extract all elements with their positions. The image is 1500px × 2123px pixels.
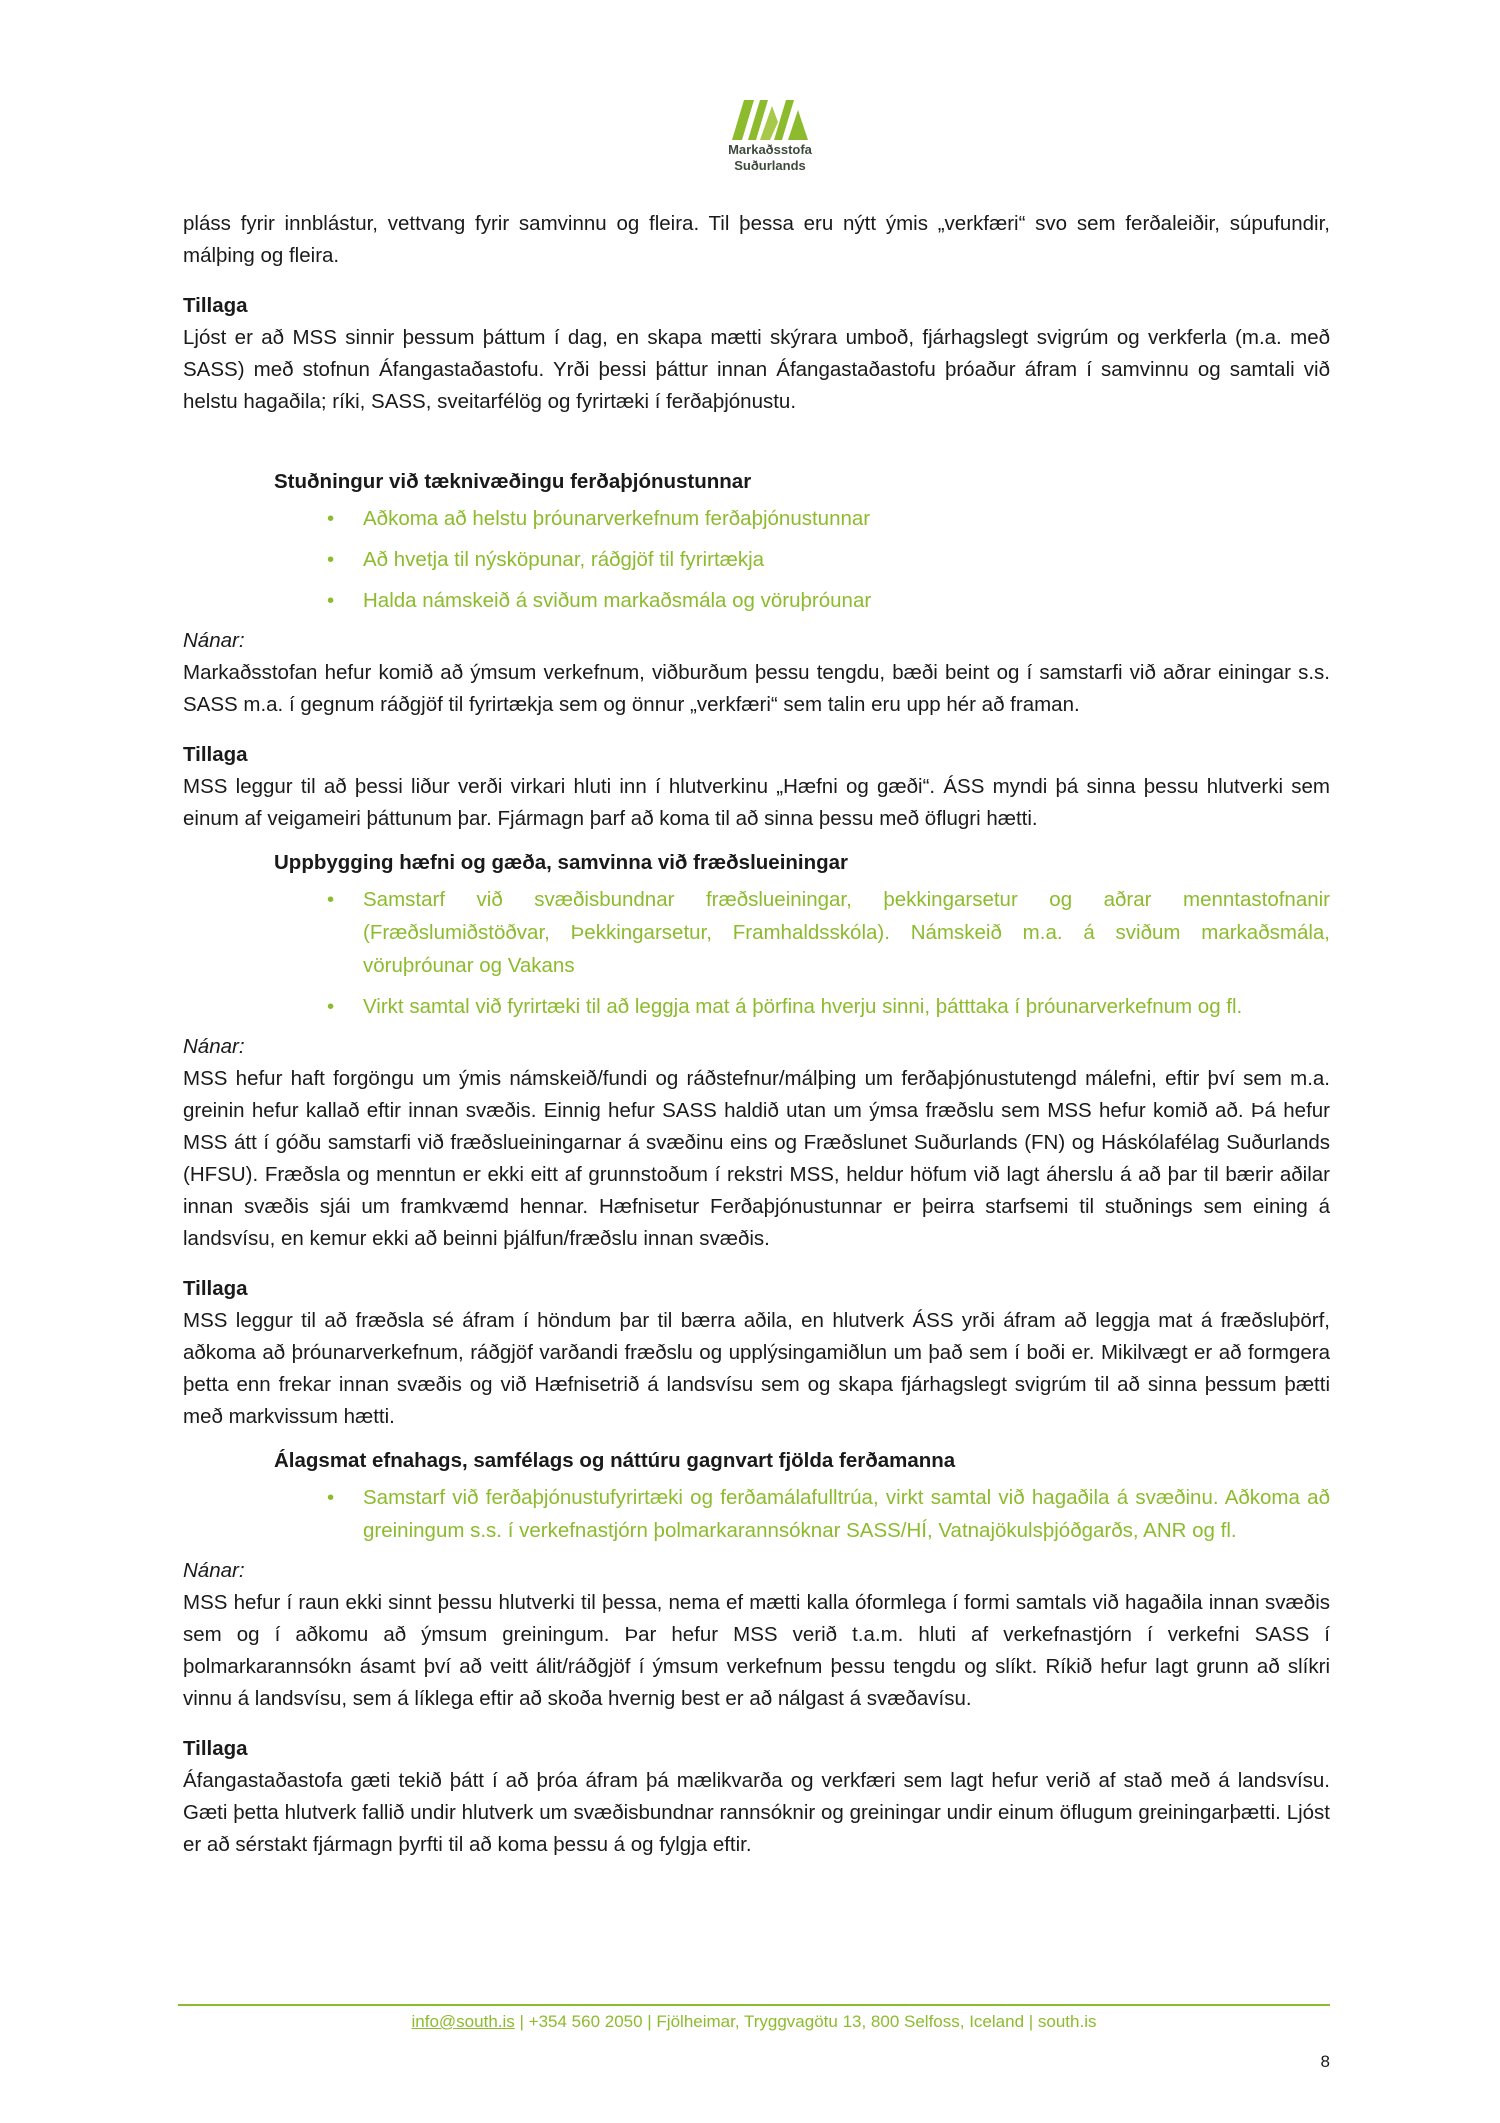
bullet-item: • Samstarf við svæðisbundnar fræðslueiningar, þekkingarsetur og aðrar menntastofnanir (Fræðslumiðstöðvar, Þekkingarsetur, Framhaldsskóla). Námskeið m.a. á sviðum markaðsmála, vöruþróunar og Vakans [363, 883, 1330, 982]
document-body [183, 208, 1330, 1861]
tillaga-heading: Tillaga [183, 1277, 248, 1300]
logo [700, 96, 840, 174]
nanar-label: Nánar: [183, 1035, 245, 1058]
section-title-tech: Stuðningur við tæknivæðingu ferðaþjónustunnar [274, 470, 752, 493]
footer [178, 2012, 1330, 2032]
markadsstofa-logo-icon [730, 96, 810, 142]
footer-email-link[interactable]: info@south.is [411, 2012, 515, 2031]
tillaga-body: Áfangastaðastofa gæti tekið þátt í að þróa áfram þá mælikvarða og verkfæri sem lagt hefur verið af stað með á landsvísu. Gæti þetta hlutverk fallið undir hlutverk um svæðisbundnar rannsóknir og greiningar undir einum öflugum greiningarþætti. Ljóst er að sérstakt fjármagn þyrfti til að koma þessu á og fylgja eftir. [183, 1769, 1330, 1856]
footer-divider [178, 2004, 1330, 2006]
footer-contact-text: | +354 560 2050 | Fjölheimar, Tryggvagötu 13, 800 Selfoss, Iceland | south.is [514, 2012, 1097, 2031]
section-title-load: Álagsmat efnahags, samfélags og náttúru gagnvart fjölda ferðamanna [274, 1449, 956, 1472]
logo-line-1: Markaðsstofa [728, 142, 812, 157]
tillaga-body: MSS leggur til að fræðsla sé áfram í höndum þar til bærra aðila, en hlutverk ÁSS yrði áfram að leggja mat á fræðsluþörf, aðkoma að þróunarverkefnum, ráðgjöf varðandi fræðslu og upplýsingamiðlun um það sem í boði er. Mikilvægt er að formgera þetta enn frekar innan svæðis og við Hæfnisetrið á landsvísu sem og skapa fjárhagslegt svigrúm til að sinna þessum þætti með markvissum hætti. [183, 1309, 1330, 1428]
bullet-item: • Samstarf við ferðaþjónustufyrirtæki og ferðamálafulltrúa, virkt samtal við hagaðila á svæðinu. Aðkoma að greiningum s.s. í verkefnastjórn þolmarkarannsóknar SASS/HÍ, Vatnajökulsþjóðgarðs, ANR og fl. [363, 1481, 1330, 1547]
tillaga-heading: Tillaga [183, 1737, 248, 1760]
bullet-list-skills [183, 883, 1330, 1023]
paragraph-intro: pláss fyrir innblástur, vettvang fyrir samvinnu og fleira. Til þessa eru nýtt ýmis „verkfæri“ svo sem ferðaleiðir, súpufundir, málþing og fleira. [183, 212, 1330, 267]
nanar-body: MSS hefur haft forgöngu um ýmis námskeið/fundi og ráðstefnur/málþing um ferðaþjónustutengd málefni, eftir því sem m.a. greinin hefur kallað eftir innan svæðis. Einnig hefur SASS haldið utan um ýmsa fræðslu sem MSS hefur komið að. Þá hefur MSS átt í góðu samstarfi við fræðslueiningarnar á svæðinu eins og Fræðslunet Suðurlands (FN) og Háskólafélag Suðurlands (HFSU). Fræðsla og menntun er ekki eitt af grunnstoðum í rekstri MSS, heldur höfum við lagt áherslu á að þar til bærir aðilar innan svæðis sjái um framkvæmd hennar. Hæfnisetur Ferðaþjónustunnar er þeirra starfsemi til stuðnings sem eining á landsvísu, en kemur ekki að beinni þjálfun/fræðslu innan svæðis. [183, 1067, 1330, 1250]
bullet-item: • Að hvetja til nýsköpunar, ráðgjöf til fyrirtækja [363, 543, 1330, 576]
bullet-list-load [183, 1481, 1330, 1547]
tillaga-body: MSS leggur til að þessi liður verði virkari hluti inn í hlutverkinu „Hæfni og gæði“. ÁSS myndi þá sinna þessu hlutverki sem einum af veigameiri þáttunum þar. Fjármagn þarf að koma til að sinna þessu með öflugri hætti. [183, 775, 1330, 830]
tillaga-body: Ljóst er að MSS sinnir þessum þáttum í dag, en skapa mætti skýrara umboð, fjárhagslegt svigrúm og verkferla (m.a. með SASS) með stofnun Áfangastaðastofu. Yrði þessi þáttur innan Áfangastaðastofu þróaður áfram í samvinnu og samtali við helstu hagaðila; ríki, SASS, sveitarfélög og fyrirtæki í ferðaþjónustu. [183, 326, 1330, 413]
bullet-item: • Halda námskeið á sviðum markaðsmála og vöruþróunar [363, 584, 1330, 617]
page-number: 8 [1320, 2052, 1330, 2071]
bullet-item: • Virkt samtal við fyrirtæki til að leggja mat á þörfina hverju sinni, þátttaka í þróunarverkefnum og fl. [363, 990, 1330, 1023]
tillaga-heading: Tillaga [183, 294, 248, 317]
nanar-label: Nánar: [183, 1559, 245, 1582]
section-title-skills: Uppbygging hæfni og gæða, samvinna við fræðslueiningar [274, 851, 849, 874]
nanar-label: Nánar: [183, 629, 245, 652]
bullet-list-tech [183, 502, 1330, 617]
logo-line-2: Suðurlands [734, 158, 806, 173]
nanar-body: Markaðsstofan hefur komið að ýmsum verkefnum, viðburðum þessu tengdu, bæði beint og í samstarfi við aðrar einingar s.s. SASS m.a. í gegnum ráðgjöf til fyrirtækja sem og önnur „verkfæri“ sem talin eru upp hér að framan. [183, 661, 1330, 716]
tillaga-heading: Tillaga [183, 743, 248, 766]
nanar-body: MSS hefur í raun ekki sinnt þessu hlutverki til þessa, nema ef mætti kalla óformlega í formi samtals við hagaðila innan svæðis sem og í aðkomu að ýmsum greiningum. Þar hefur MSS verið t.a.m. hluti af verkefnastjórn í verkefni SASS í þolmarkarannsókn ásamt því að veitt álit/ráðgjöf í ýmsum verkefnum þessu tengdu og slíkt. Ríkið hefur lagt grunn að slíkri vinnu á landsvísu, sem á líklega eftir að skoða hvernig best er að nálgast á svæðavísu. [183, 1591, 1330, 1710]
bullet-item: • Aðkoma að helstu þróunarverkefnum ferðaþjónustunnar [363, 502, 1330, 535]
